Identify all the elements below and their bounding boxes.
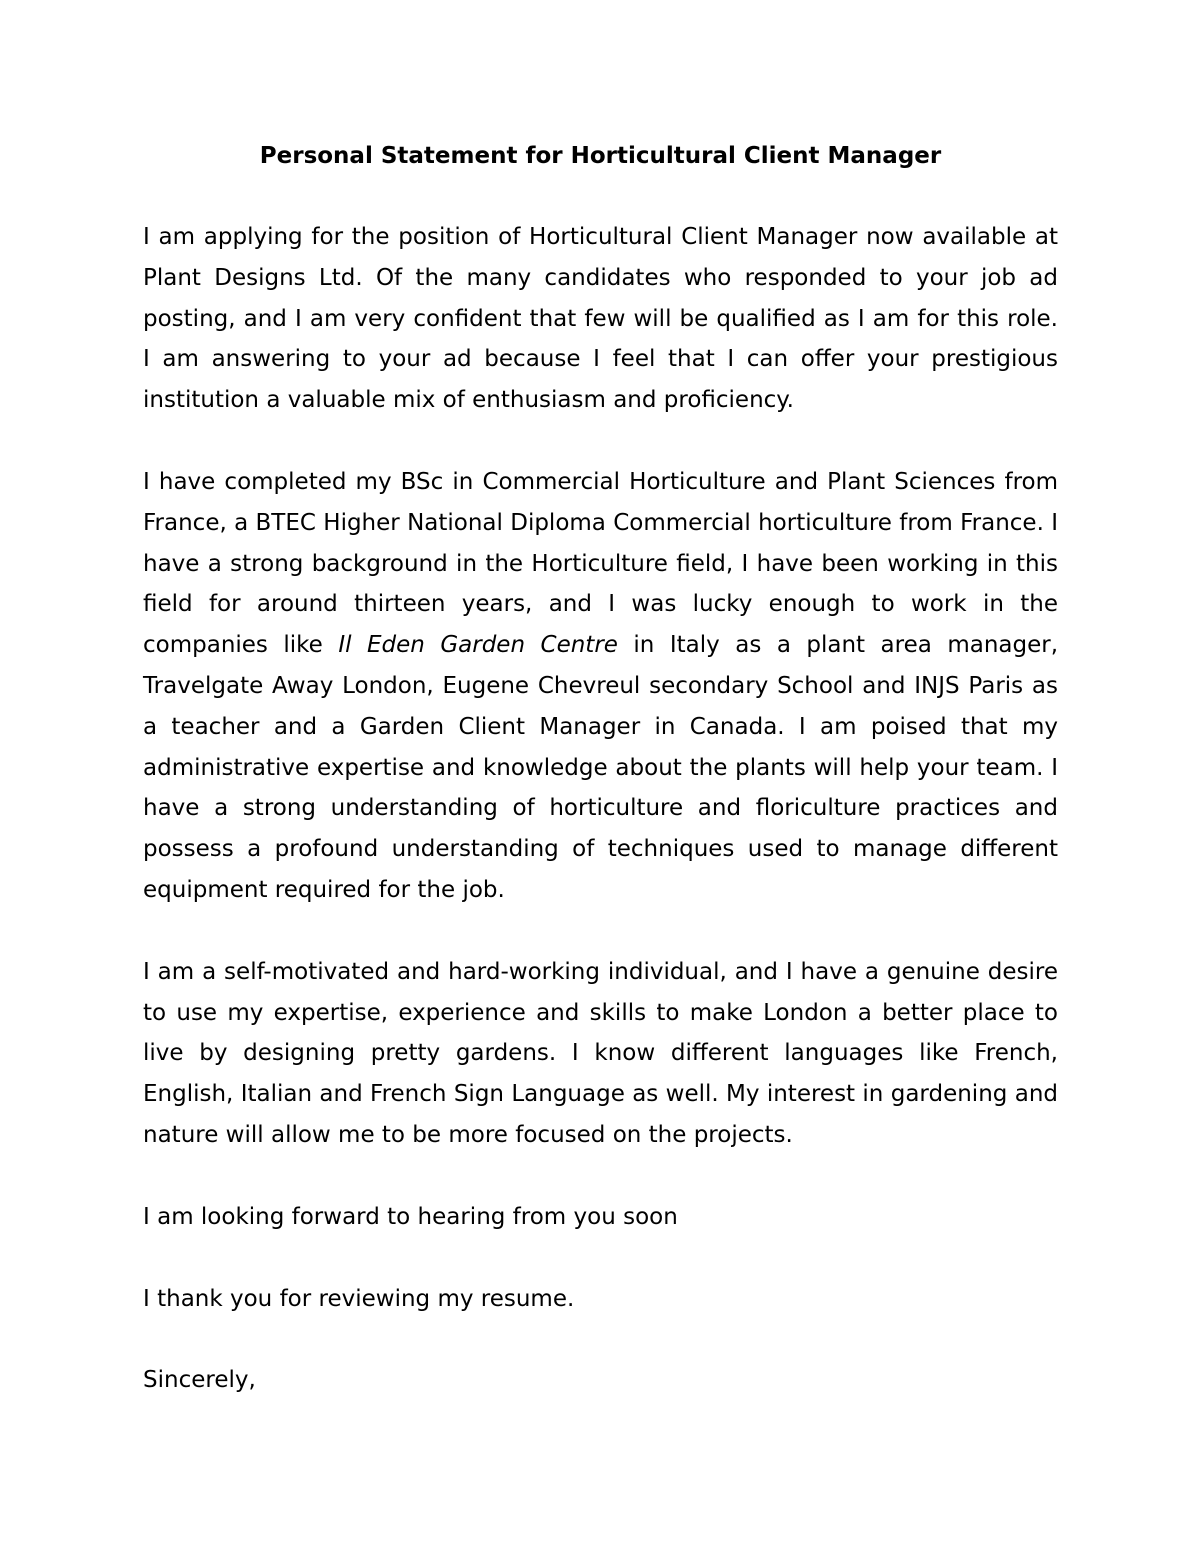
paragraph-intro: I am applying for the position of Horticultural Client Manager now available at Plant Designs Ltd. Of the many candidates who responded to your job ad posting, and I am very confident that few will be qualified as I am for this role. I am answering to your ad because I feel that I can offer your prestigious institution a valuable mix of enthusiasm and proficiency. [143,224,1058,414]
paragraph-personal: I am a self-motivated and hard-working individual, and I have a genuine desire to use my expertise, experience and skills to make London a better place to live by designing pretty gardens. I know different languages like French, English, Italian and French Sign Language as well. My interest in gardening and nature will allow me to be more focused on the projects. [143,958,1058,1148]
paragraph-thanks: I thank you for reviewing my resume. [143,1285,575,1312]
document-title: Personal Statement for Horticultural Client Manager [259,143,942,169]
document-page [143,136,1058,1442]
closing-line: Sincerely, [143,1367,256,1394]
paragraph-looking-forward: I am looking forward to hearing from you soon [143,1203,678,1230]
paragraph-background-text-start: I have completed my BSc in Commercial Horticulture and Plant Sciences from France, a BTEC Higher National Diploma Commercial horticulture from France. I have a strong background in the Horticulture field, I have been working in this field for around thirteen years, and I was lucky enough to work in the companies like [143,468,1058,659]
paragraph-background-text-end: in Italy as a plant area manager, Travelgate Away London, Eugene Chevreul secondary School and INJS Paris as a teacher and a Garden Client Manager in Canada. I am poised that my administrative expertise and knowledge about the plants will help your team. I have a strong understanding of horticulture and floriculture practices and possess a profound understanding of techniques used to manage different equipment required for the job. [143,632,1059,903]
paragraph-background [143,462,1058,911]
company-name-italic: Il Eden Garden Centre [338,632,618,659]
